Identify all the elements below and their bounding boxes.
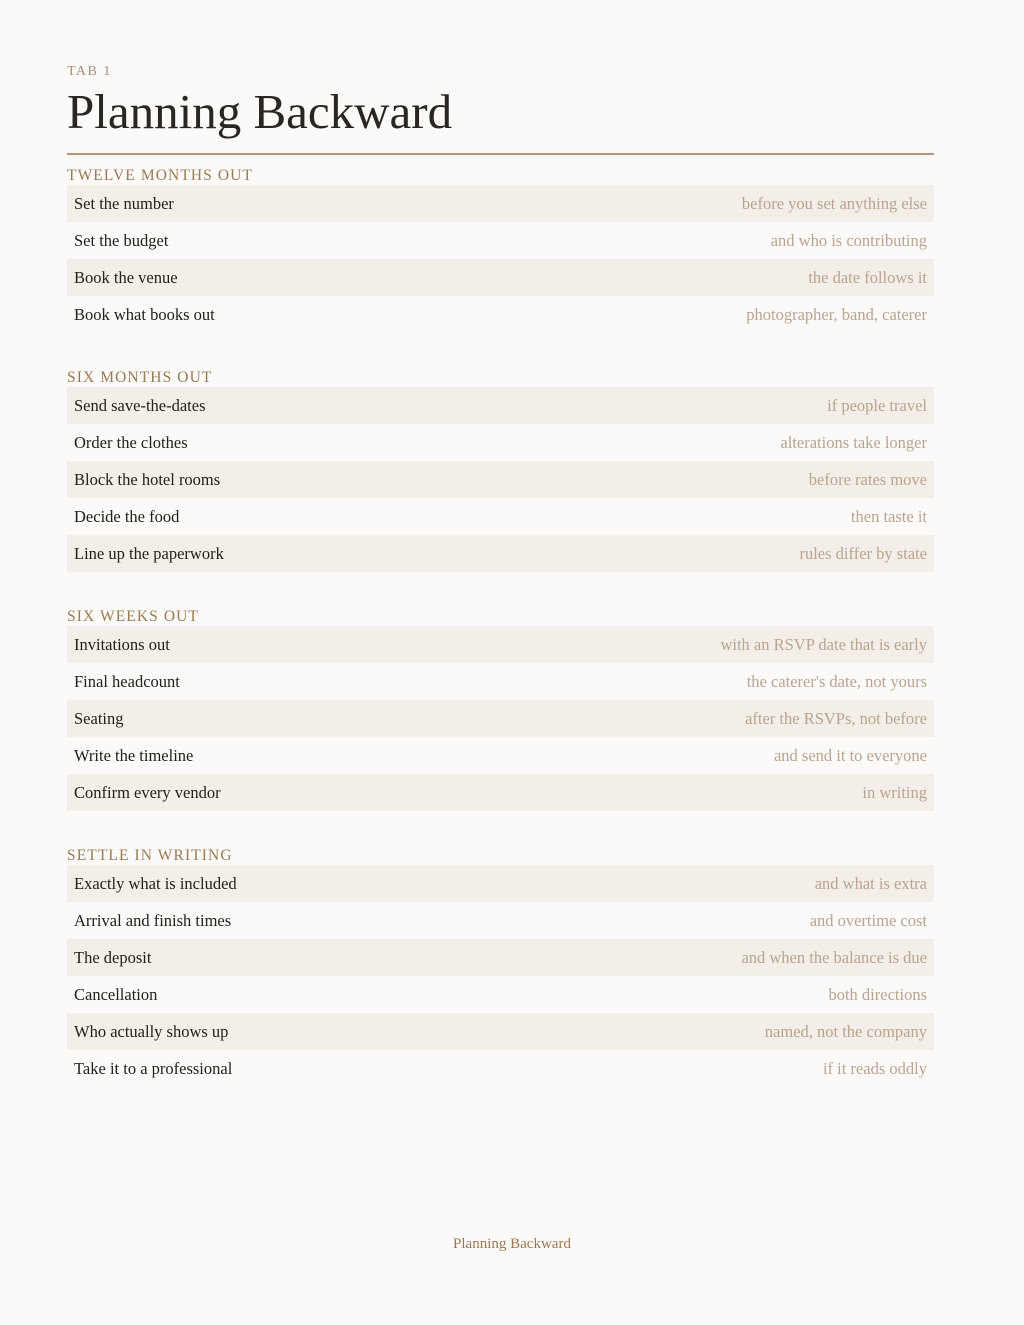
list-item xyxy=(67,259,934,296)
list-item xyxy=(67,663,934,700)
task-note: with an RSVP date that is early xyxy=(720,634,927,654)
task-note: and send it to everyone xyxy=(773,745,927,765)
task-label: Set the number xyxy=(74,193,174,213)
section-heading: SIX MONTHS OUT xyxy=(67,369,213,386)
task-label: Set the budget xyxy=(74,230,169,250)
task-note: both directions xyxy=(828,984,927,1004)
list-item xyxy=(67,185,934,222)
section-heading: TWELVE MONTHS OUT xyxy=(67,167,254,184)
title-divider xyxy=(67,153,934,155)
task-label: Block the hotel rooms xyxy=(74,469,221,489)
list-item xyxy=(67,902,934,939)
list-item xyxy=(67,296,934,333)
task-note: after the RSVPs, not before xyxy=(745,708,927,728)
page-footer: Planning Backward xyxy=(453,1236,571,1252)
list-item xyxy=(67,461,934,498)
task-note: if it reads oddly xyxy=(822,1058,927,1078)
list-item xyxy=(67,737,934,774)
task-label: Book the venue xyxy=(74,267,178,287)
section-heading: SIX WEEKS OUT xyxy=(67,608,199,625)
list-item xyxy=(67,774,934,811)
task-label: Invitations out xyxy=(74,634,170,654)
list-item xyxy=(67,387,934,424)
task-note: photographer, band, caterer xyxy=(746,304,927,324)
list-item xyxy=(67,700,934,737)
task-note: the date follows it xyxy=(808,267,927,287)
task-note: if people travel xyxy=(827,395,927,415)
task-note: named, not the company xyxy=(764,1021,927,1041)
task-note: and who is contributing xyxy=(770,230,927,250)
task-label: Send save-the-dates xyxy=(74,395,206,415)
task-label: Line up the paperwork xyxy=(74,543,224,563)
task-note: and overtime cost xyxy=(809,910,927,930)
task-label: Seating xyxy=(74,708,124,728)
task-label: Who actually shows up xyxy=(74,1021,229,1041)
task-note: alterations take longer xyxy=(780,432,927,452)
task-label: Order the clothes xyxy=(74,432,188,452)
task-label: Exactly what is included xyxy=(74,873,237,893)
task-note: the caterer's date, not yours xyxy=(746,671,927,691)
task-label: Decide the food xyxy=(74,506,180,526)
task-label: Take it to a professional xyxy=(74,1058,233,1078)
task-note: before you set anything else xyxy=(741,193,927,213)
list-item xyxy=(67,626,934,663)
task-label: The deposit xyxy=(74,947,152,967)
list-item xyxy=(67,939,934,976)
list-item xyxy=(67,222,934,259)
list-item xyxy=(67,498,934,535)
task-label: Book what books out xyxy=(74,304,215,324)
list-item xyxy=(67,865,934,902)
task-note: before rates move xyxy=(808,469,927,489)
task-note: in writing xyxy=(862,782,927,802)
section-heading: SETTLE IN WRITING xyxy=(67,847,233,864)
section-six-months xyxy=(67,369,934,572)
task-label: Confirm every vendor xyxy=(74,782,221,802)
list-item xyxy=(67,535,934,572)
list-item xyxy=(67,976,934,1013)
page-title: Planning Backward xyxy=(67,84,453,139)
task-label: Write the timeline xyxy=(74,745,194,765)
task-label: Final headcount xyxy=(74,671,180,691)
section-six-weeks xyxy=(67,608,934,811)
task-note: and what is extra xyxy=(814,873,927,893)
task-label: Cancellation xyxy=(74,984,158,1004)
task-label: Arrival and finish times xyxy=(74,910,232,930)
task-note: then taste it xyxy=(850,506,927,526)
list-item xyxy=(67,1050,934,1087)
section-twelve-months xyxy=(67,167,934,333)
list-item xyxy=(67,1013,934,1050)
task-note: and when the balance is due xyxy=(741,947,927,967)
task-note: rules differ by state xyxy=(799,543,927,563)
tab-label: TAB 1 xyxy=(67,64,112,79)
section-settle-in-writing xyxy=(67,847,934,1087)
list-item xyxy=(67,424,934,461)
